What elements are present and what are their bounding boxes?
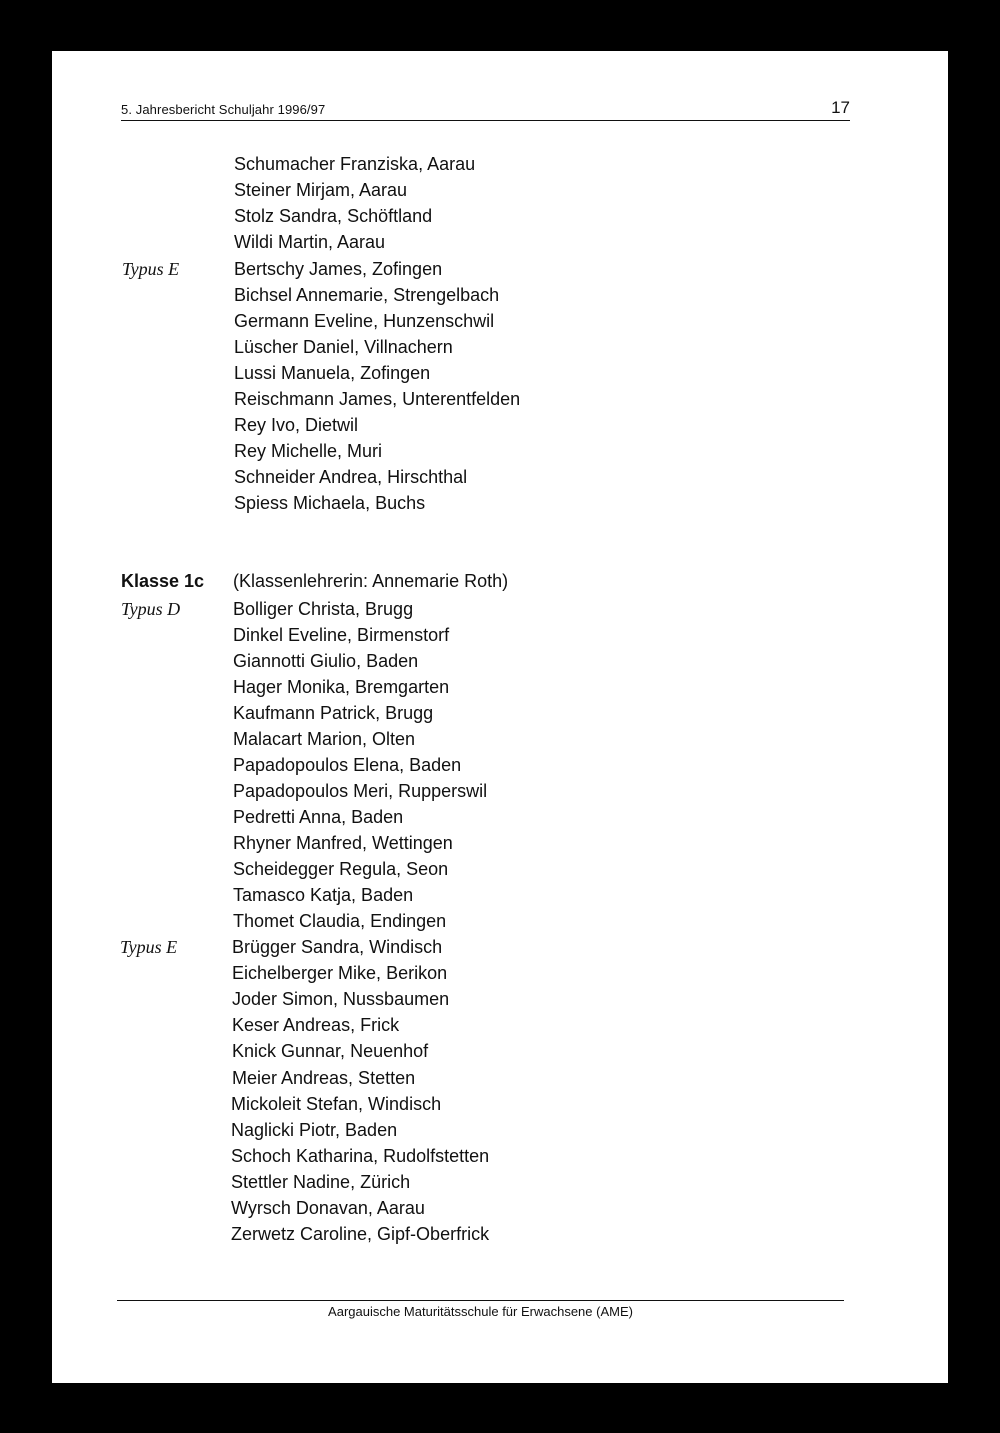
student-entry: Dinkel Eveline, Birmenstorf	[233, 625, 450, 645]
student-entry: Bichsel Annemarie, Strengelbach	[234, 285, 500, 305]
student-entry: Rey Ivo, Dietwil	[234, 415, 359, 435]
student-entry: Lussi Manuela, Zofingen	[234, 363, 431, 383]
student-entry: Meier Andreas, Stetten	[232, 1068, 416, 1088]
student-entry: Zerwetz Caroline, Gipf-Oberfrick	[231, 1224, 490, 1244]
student-entry: Giannotti Giulio, Baden	[233, 651, 419, 671]
student-entry: Mickoleit Stefan, Windisch	[231, 1094, 442, 1114]
header-title: 5. Jahresbericht Schuljahr 1996/97	[121, 102, 326, 117]
student-entry: Papadopoulos Elena, Baden	[233, 755, 462, 775]
page-footer: Aargauische Maturitätsschule für Erwachsene (AME)	[328, 1304, 633, 1319]
class-heading: Klasse 1c	[121, 571, 205, 591]
page-header	[121, 98, 850, 121]
student-entry: Hager Monika, Bremgarten	[233, 677, 450, 697]
teacher-note: (Klassenlehrerin: Annemarie Roth)	[233, 571, 509, 591]
student-entry: Stolz Sandra, Schöftland	[234, 206, 433, 226]
student-entry: Stettler Nadine, Zürich	[231, 1172, 411, 1192]
student-entry: Spiess Michaela, Buchs	[234, 493, 426, 513]
student-entry: Malacart Marion, Olten	[233, 729, 416, 749]
student-entry: Pedretti Anna, Baden	[233, 807, 404, 827]
student-entry: Wildi Martin, Aarau	[234, 232, 386, 252]
student-entry: Schneider Andrea, Hirschthal	[234, 467, 468, 487]
student-entry: Reischmann James, Unterentfelden	[234, 389, 521, 409]
student-entry: Schumacher Franziska, Aarau	[234, 154, 476, 174]
student-entry: Naglicki Piotr, Baden	[231, 1120, 398, 1140]
typus-e-label: Typus E	[120, 937, 178, 957]
student-entry: Bertschy James, Zofingen	[234, 259, 443, 279]
typus-d-label: Typus D	[121, 599, 181, 619]
student-entry: Rey Michelle, Muri	[234, 441, 383, 461]
student-entry: Bolliger Christa, Brugg	[233, 599, 414, 619]
page-number: 17	[831, 98, 850, 117]
student-entry: Scheidegger Regula, Seon	[233, 859, 449, 879]
student-entry: Brügger Sandra, Windisch	[232, 937, 443, 957]
student-entry: Joder Simon, Nussbaumen	[232, 989, 450, 1009]
student-entry: Lüscher Daniel, Villnachern	[234, 337, 453, 357]
student-entry: Wyrsch Donavan, Aarau	[231, 1198, 425, 1218]
student-entry: Keser Andreas, Frick	[232, 1015, 400, 1035]
typus-e-label: Typus E	[122, 259, 180, 279]
student-entry: Kaufmann Patrick, Brugg	[233, 703, 434, 723]
footer-divider	[117, 1300, 844, 1301]
student-entry: Germann Eveline, Hunzenschwil	[234, 311, 495, 331]
student-entry: Steiner Mirjam, Aarau	[234, 180, 408, 200]
student-entry: Schoch Katharina, Rudolfstetten	[231, 1146, 490, 1166]
student-entry: Knick Gunnar, Neuenhof	[232, 1041, 429, 1061]
student-entry: Rhyner Manfred, Wettingen	[233, 833, 453, 853]
document-page	[52, 51, 948, 1383]
student-entry: Thomet Claudia, Endingen	[233, 911, 447, 931]
student-entry: Eichelberger Mike, Berikon	[232, 963, 448, 983]
student-entry: Papadopoulos Meri, Rupperswil	[233, 781, 488, 801]
student-entry: Tamasco Katja, Baden	[233, 885, 414, 905]
